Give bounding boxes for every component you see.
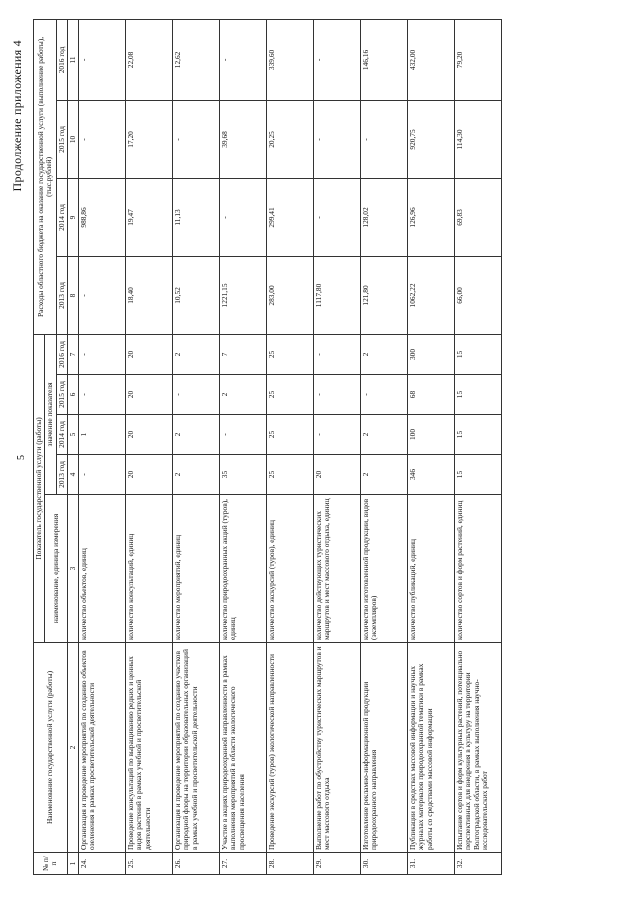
row-value: 25 [267,455,314,495]
row-expense: - [314,19,361,100]
row-expense: - [79,256,126,334]
column-index-row [67,19,78,874]
services-table [33,19,502,875]
row-service-name: Участие в акциях природоохранной направленности в рамках выполнения мероприятий в области экологического просвещения населения [220,643,267,853]
row-expense: 432,00 [408,19,455,100]
row-value: - [361,375,408,415]
row-expense: 11,13 [173,178,220,256]
table-row [220,19,267,874]
row-expense: 121,80 [361,256,408,334]
table-body [79,19,502,874]
column-index: 7 [67,334,78,374]
row-service-name: Выполнение работ по обустройству туристических маршрутов и мест массового отдыха [314,643,361,853]
row-expense: 18,40 [126,256,173,334]
row-service-name: Публикации в средствах массовой информации и научных журналах материалов природоохранной тематики в рамках работы со средствами массовой информации [408,643,455,853]
header-service-name: Наименование государственной услуги (работы) [34,643,68,853]
row-expense: 1062,22 [408,256,455,334]
row-value: 20 [314,455,361,495]
row-expense: 20,25 [267,100,314,178]
row-value: 20 [126,334,173,374]
header-expense-year: 2015 год [56,100,67,178]
header-unit-name: наименование, единица измерения [45,495,68,643]
row-value: 1 [79,415,126,455]
row-unit: количество мероприятий, единиц [173,495,220,643]
row-expense: - [361,100,408,178]
row-value: - [79,334,126,374]
row-value: 2 [173,455,220,495]
column-index: 11 [67,19,78,100]
column-index: 2 [67,643,78,853]
header-expense-group: Расходы областного бюджета на оказание государственной услуги (выполнение работы), (тыс.рублей) [34,19,57,334]
row-expense: 339,60 [267,19,314,100]
row-value: 15 [455,415,502,455]
column-index: 6 [67,375,78,415]
table-row [408,19,455,874]
row-value: - [173,375,220,415]
row-expense: 79,20 [455,19,502,100]
row-value: 35 [220,455,267,495]
header-expense-year: 2016 год [56,19,67,100]
row-value: 15 [455,375,502,415]
row-service-name: Проведение экскурсий (туров) экологической направленности [267,643,314,853]
row-value: 20 [126,455,173,495]
table-row [361,19,408,874]
header-value-year: 2015 год [56,375,67,415]
row-expense: - [79,100,126,178]
row-unit: количество сортов и форм растений, единиц [455,495,502,643]
row-expense: 10,52 [173,256,220,334]
row-expense: 114,30 [455,100,502,178]
row-expense: - [173,100,220,178]
column-index: 5 [67,415,78,455]
table-row [455,19,502,874]
row-expense: 22,08 [126,19,173,100]
row-value: - [79,455,126,495]
row-service-name: Проведение консультаций по выращиванию редких и ценных видов растений в рамках учебной и просветительской деятельности [126,643,173,853]
header-expense-year: 2013 год [56,256,67,334]
row-value: 2 [361,334,408,374]
column-index: 1 [67,853,78,875]
header-expense-year: 2014 год [56,178,67,256]
row-number: 29. [314,853,361,875]
row-number: 27. [220,853,267,875]
row-value: 25 [267,334,314,374]
row-number: 30. [361,853,408,875]
table-row [126,19,173,874]
row-expense: - [79,19,126,100]
row-unit: количество объектов, единиц [79,495,126,643]
row-expense: 39,68 [220,100,267,178]
row-value: 15 [455,455,502,495]
table-row [79,19,126,874]
header-value-group: значение показателя [45,334,56,494]
row-value: 2 [173,415,220,455]
header-no: № п/п [34,853,68,875]
row-unit: количество природоохранных акций (туров), единиц [220,495,267,643]
row-number: 31. [408,853,455,875]
row-value: 15 [455,334,502,374]
row-value: 2 [361,415,408,455]
header-value-year: 2016 год [56,334,67,374]
table-row [314,19,361,874]
column-index: 4 [67,455,78,495]
row-value: 346 [408,455,455,495]
row-expense: - [220,178,267,256]
row-expense: 17,20 [126,100,173,178]
row-expense: - [314,178,361,256]
row-value: 20 [126,375,173,415]
row-value: 100 [408,415,455,455]
row-value: - [314,415,361,455]
row-unit: количество консультаций, единиц [126,495,173,643]
row-value: - [79,375,126,415]
row-expense: 69,83 [455,178,502,256]
row-unit: количество экскурсий (туров), единиц [267,495,314,643]
row-value: 2 [173,334,220,374]
row-value: - [220,415,267,455]
row-value: 20 [126,415,173,455]
row-expense: - [314,100,361,178]
row-expense: 1117,80 [314,256,361,334]
header-value-year: 2014 год [56,415,67,455]
row-number: 32. [455,853,502,875]
column-index: 3 [67,495,78,643]
row-expense: 920,75 [408,100,455,178]
header-indicator-group: Показатель государственной услуги (работы) [34,334,45,642]
row-expense: 988,86 [79,178,126,256]
table-row [173,19,220,874]
row-value: 2 [220,375,267,415]
row-expense: 146,16 [361,19,408,100]
column-index: 8 [67,256,78,334]
continuation-title: Продолжение приложения 4 [10,40,24,192]
row-expense: 126,96 [408,178,455,256]
row-number: 24. [79,853,126,875]
table-row [267,19,314,874]
row-value: 7 [220,334,267,374]
row-service-name: Испытание сортов и форм культурных растений, потенциально перспективных для внедрения в культуру на территории Волгоградской области, в рамках выполнения научно-исследовательских работ [455,643,502,853]
row-expense: 283,00 [267,256,314,334]
header-value-year: 2013 год [56,455,67,495]
row-expense: 299,41 [267,178,314,256]
row-service-name: Изготовление рекламно-информационной продукции природоохранного направления [361,643,408,853]
row-value: 25 [267,375,314,415]
row-expense: 19,47 [126,178,173,256]
row-expense: 66,00 [455,256,502,334]
row-number: 28. [267,853,314,875]
row-value: - [314,375,361,415]
row-expense: - [220,19,267,100]
row-value: 300 [408,334,455,374]
row-unit: количество изготовленной продукции, видов (экземпляров) [361,495,408,643]
row-expense: 12,62 [173,19,220,100]
page-number: 5 [16,455,27,460]
row-number: 26. [173,853,220,875]
row-number: 25. [126,853,173,875]
row-unit: количество действующих туристических маршрутов и мест массового отдыха, единиц [314,495,361,643]
column-index: 9 [67,178,78,256]
row-expense: 1221,15 [220,256,267,334]
row-value: - [314,334,361,374]
row-value: 68 [408,375,455,415]
column-index: 10 [67,100,78,178]
row-value: 25 [267,415,314,455]
row-service-name: Организация и проведение мероприятий по созданию участков природной флоры на территории образовательных организаций в рамках учебной и просветительской деятельности [173,643,220,853]
row-service-name: Организация и проведение мероприятий по созданию объектов озеленения в рамках просветительской деятельности [79,643,126,853]
row-unit: количество публикаций, единиц [408,495,455,643]
row-expense: 128,02 [361,178,408,256]
row-value: 2 [361,455,408,495]
